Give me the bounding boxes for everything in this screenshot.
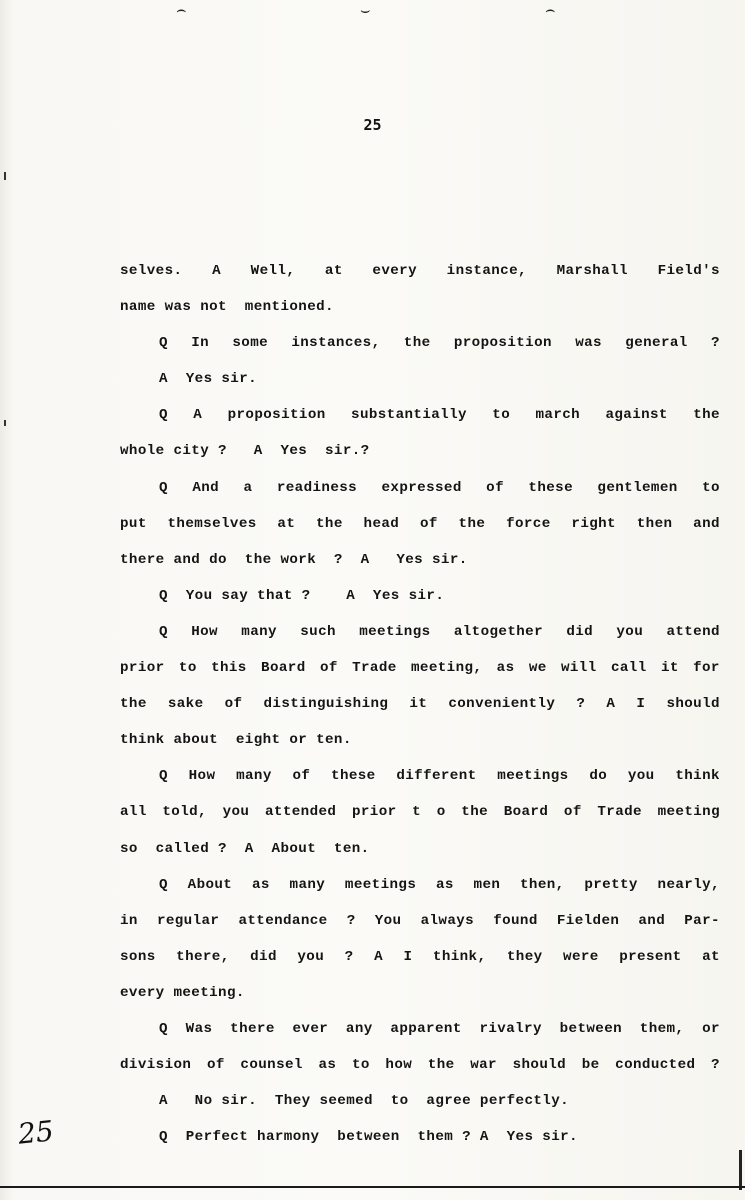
word: Q: [159, 768, 168, 785]
word: attend: [666, 623, 720, 640]
word: ?: [344, 948, 354, 965]
transcript-line: [120, 654, 720, 690]
word: pretty: [584, 876, 638, 893]
word: regular: [156, 912, 220, 929]
left-edge-mark: [4, 172, 6, 180]
word: Well,: [250, 263, 296, 279]
word: ever: [292, 1020, 329, 1037]
word: you: [297, 948, 325, 965]
word: prior: [120, 660, 165, 677]
word: Q: [159, 479, 168, 496]
transcript-line: [120, 329, 720, 365]
word: I: [403, 948, 413, 965]
transcript-line: [120, 1015, 720, 1051]
word: division: [120, 1057, 192, 1074]
word: different: [396, 768, 477, 785]
word: as: [251, 876, 270, 893]
word: the: [458, 515, 486, 532]
word: the: [120, 696, 147, 713]
word: the: [461, 804, 489, 821]
transcript-line: [120, 762, 720, 798]
word: counsel: [240, 1057, 303, 1074]
word: How: [191, 623, 218, 640]
word: you: [627, 768, 655, 785]
word: think: [675, 768, 720, 785]
page-bottom-edge: [0, 1186, 745, 1188]
word: Par-: [684, 912, 720, 929]
word: found: [493, 912, 538, 929]
word: did: [250, 948, 277, 965]
word: you: [222, 804, 250, 821]
word: sake: [167, 696, 204, 713]
word: meeting,: [411, 660, 483, 677]
word: it: [660, 660, 679, 677]
word: Was: [185, 1020, 213, 1037]
word: told,: [162, 804, 207, 821]
word: do: [589, 768, 608, 785]
word: how: [385, 1057, 413, 1074]
word: think,: [432, 948, 487, 965]
word: many: [236, 768, 272, 785]
word: between: [559, 1020, 623, 1037]
transcript-line: [120, 510, 720, 546]
word: such: [300, 623, 336, 640]
word: at: [277, 515, 296, 532]
transcript-line: think about eight or ten.: [120, 732, 352, 749]
word: of: [224, 696, 243, 713]
word: we: [528, 660, 547, 677]
word: then: [636, 515, 673, 532]
word: of: [419, 515, 438, 532]
word: meetings: [497, 768, 569, 785]
word: these: [528, 479, 573, 496]
page-number: 25: [363, 116, 382, 134]
word: then,: [520, 876, 565, 893]
word: How: [188, 768, 216, 785]
word: they: [506, 948, 543, 965]
word: in: [120, 912, 138, 929]
word: proposition: [453, 335, 552, 352]
word: Field's: [657, 263, 720, 279]
word: there: [230, 1020, 275, 1037]
word: t: [412, 804, 422, 821]
word: the: [316, 515, 343, 532]
word: About: [187, 876, 233, 893]
transcript-line: whole city ? A Yes sir.?: [120, 443, 370, 460]
word: In: [191, 335, 210, 352]
transcript-line: Q Perfect harmony between them ? A Yes sir.: [159, 1129, 578, 1146]
word: it: [409, 696, 428, 713]
word: every: [372, 263, 417, 279]
word: of: [292, 768, 311, 785]
word: Q: [159, 1020, 168, 1037]
transcript-line: [120, 474, 720, 510]
word: Q: [159, 623, 168, 640]
transcript-line: [120, 690, 720, 726]
transcript-line: every meeting.: [120, 984, 245, 1001]
word: proposition: [227, 407, 326, 424]
word: ?: [711, 1057, 720, 1074]
word: against: [605, 407, 668, 424]
word: A: [606, 696, 616, 713]
word: you: [616, 623, 644, 640]
word: them,: [639, 1020, 685, 1037]
word: Board: [503, 804, 549, 821]
word: of: [563, 804, 582, 821]
word: readiness: [276, 479, 358, 496]
word: and: [693, 515, 720, 532]
transcript-body: [120, 257, 720, 1159]
word: present: [619, 948, 682, 965]
left-edge-mark: [4, 420, 6, 426]
word: instances,: [291, 335, 381, 352]
word: general: [625, 335, 688, 352]
word: or: [702, 1020, 720, 1037]
word: Trade: [352, 660, 397, 677]
word: apparent: [390, 1020, 462, 1037]
right-edge-mark: [739, 1150, 742, 1190]
word: meetings: [359, 623, 431, 640]
word: o: [436, 804, 446, 821]
word: these: [331, 768, 376, 785]
word: will: [560, 660, 597, 677]
word: many: [241, 623, 277, 640]
transcript-line: [120, 1051, 720, 1087]
transcript-line: [120, 618, 720, 654]
word: some: [232, 335, 269, 352]
transcript-line: [120, 943, 720, 979]
word: at: [324, 263, 343, 279]
word: all: [120, 804, 147, 821]
binding-mark-center: ⌣: [360, 0, 371, 19]
transcript-line: [120, 871, 720, 907]
word: be: [581, 1057, 600, 1074]
word: Board: [261, 660, 306, 677]
word: should: [512, 1057, 567, 1074]
word: many: [289, 876, 326, 893]
word: You: [374, 912, 402, 929]
word: sons: [120, 948, 156, 965]
word: meetings: [344, 876, 417, 893]
word: for: [693, 660, 720, 677]
word: did: [566, 623, 594, 640]
word: prior: [351, 804, 397, 821]
word: gentlemen: [597, 479, 678, 496]
word: expressed: [381, 479, 462, 496]
word: this: [211, 660, 247, 677]
word: ?: [576, 696, 586, 713]
word: force: [506, 515, 551, 532]
word: ?: [346, 912, 356, 929]
word: A: [212, 263, 221, 279]
word: meeting: [657, 804, 720, 821]
word: the: [693, 407, 720, 424]
word: were: [563, 948, 599, 965]
word: of: [486, 479, 504, 496]
word: right: [571, 515, 616, 532]
word: of: [319, 660, 338, 677]
transcript-line: [120, 907, 720, 943]
word: a: [243, 479, 253, 496]
transcript-line: [120, 798, 720, 834]
word: Q: [159, 876, 168, 893]
word: themselves: [167, 515, 257, 532]
word: attended: [265, 804, 337, 821]
word: Fielden: [556, 912, 620, 929]
transcript-line: name was not mentioned.: [120, 299, 334, 316]
word: there,: [176, 948, 230, 965]
word: nearly,: [657, 876, 720, 893]
word: always: [420, 912, 475, 929]
word: as: [435, 876, 454, 893]
word: selves.: [120, 263, 183, 279]
word: and: [638, 912, 666, 929]
word: instance,: [446, 263, 527, 279]
word: ?: [711, 335, 720, 352]
word: A: [374, 948, 383, 965]
word: to: [178, 660, 197, 677]
word: war: [470, 1057, 497, 1074]
word: A: [193, 407, 203, 424]
word: conducted: [615, 1057, 696, 1074]
word: attendance: [238, 912, 328, 929]
word: at: [702, 948, 720, 965]
word: the: [403, 335, 431, 352]
word: was: [575, 335, 602, 352]
transcript-line: A Yes sir.: [159, 371, 258, 388]
word: Trade: [597, 804, 642, 821]
handwritten-page-number: 25: [16, 1114, 56, 1151]
word: Q: [159, 407, 168, 424]
transcript-line: there and do the work ? A Yes sir.: [120, 551, 468, 568]
transcript-line: [120, 257, 720, 293]
word: rivalry: [479, 1020, 542, 1037]
word: Q: [159, 335, 168, 352]
word: men: [473, 876, 501, 893]
word: head: [363, 515, 400, 532]
word: And: [192, 479, 220, 496]
word: distinguishing: [263, 696, 389, 713]
binding-mark-left: ⌢: [176, 0, 187, 19]
word: of: [206, 1057, 225, 1074]
transcript-line: [120, 401, 720, 437]
word: I: [636, 696, 646, 713]
word: as: [318, 1057, 337, 1074]
word: to: [351, 1057, 370, 1074]
word: put: [120, 515, 147, 532]
word: should: [666, 696, 720, 713]
word: as: [496, 660, 515, 677]
word: substantially: [351, 407, 467, 424]
word: to: [702, 479, 720, 496]
word: call: [610, 660, 647, 677]
word: any: [345, 1020, 373, 1037]
transcript-line: A No sir. They seemed to agree perfectly.: [159, 1093, 570, 1110]
word: conveniently: [448, 696, 556, 713]
word: Marshall: [556, 263, 628, 279]
word: march: [535, 407, 581, 424]
transcript-line: Q You say that ? A Yes sir.: [159, 587, 445, 604]
word: to: [492, 407, 511, 424]
word: altogether: [453, 623, 543, 640]
transcript-line: so called ? A About ten.: [120, 840, 370, 857]
binding-mark-right: ⌢: [545, 0, 556, 19]
word: the: [427, 1057, 455, 1074]
